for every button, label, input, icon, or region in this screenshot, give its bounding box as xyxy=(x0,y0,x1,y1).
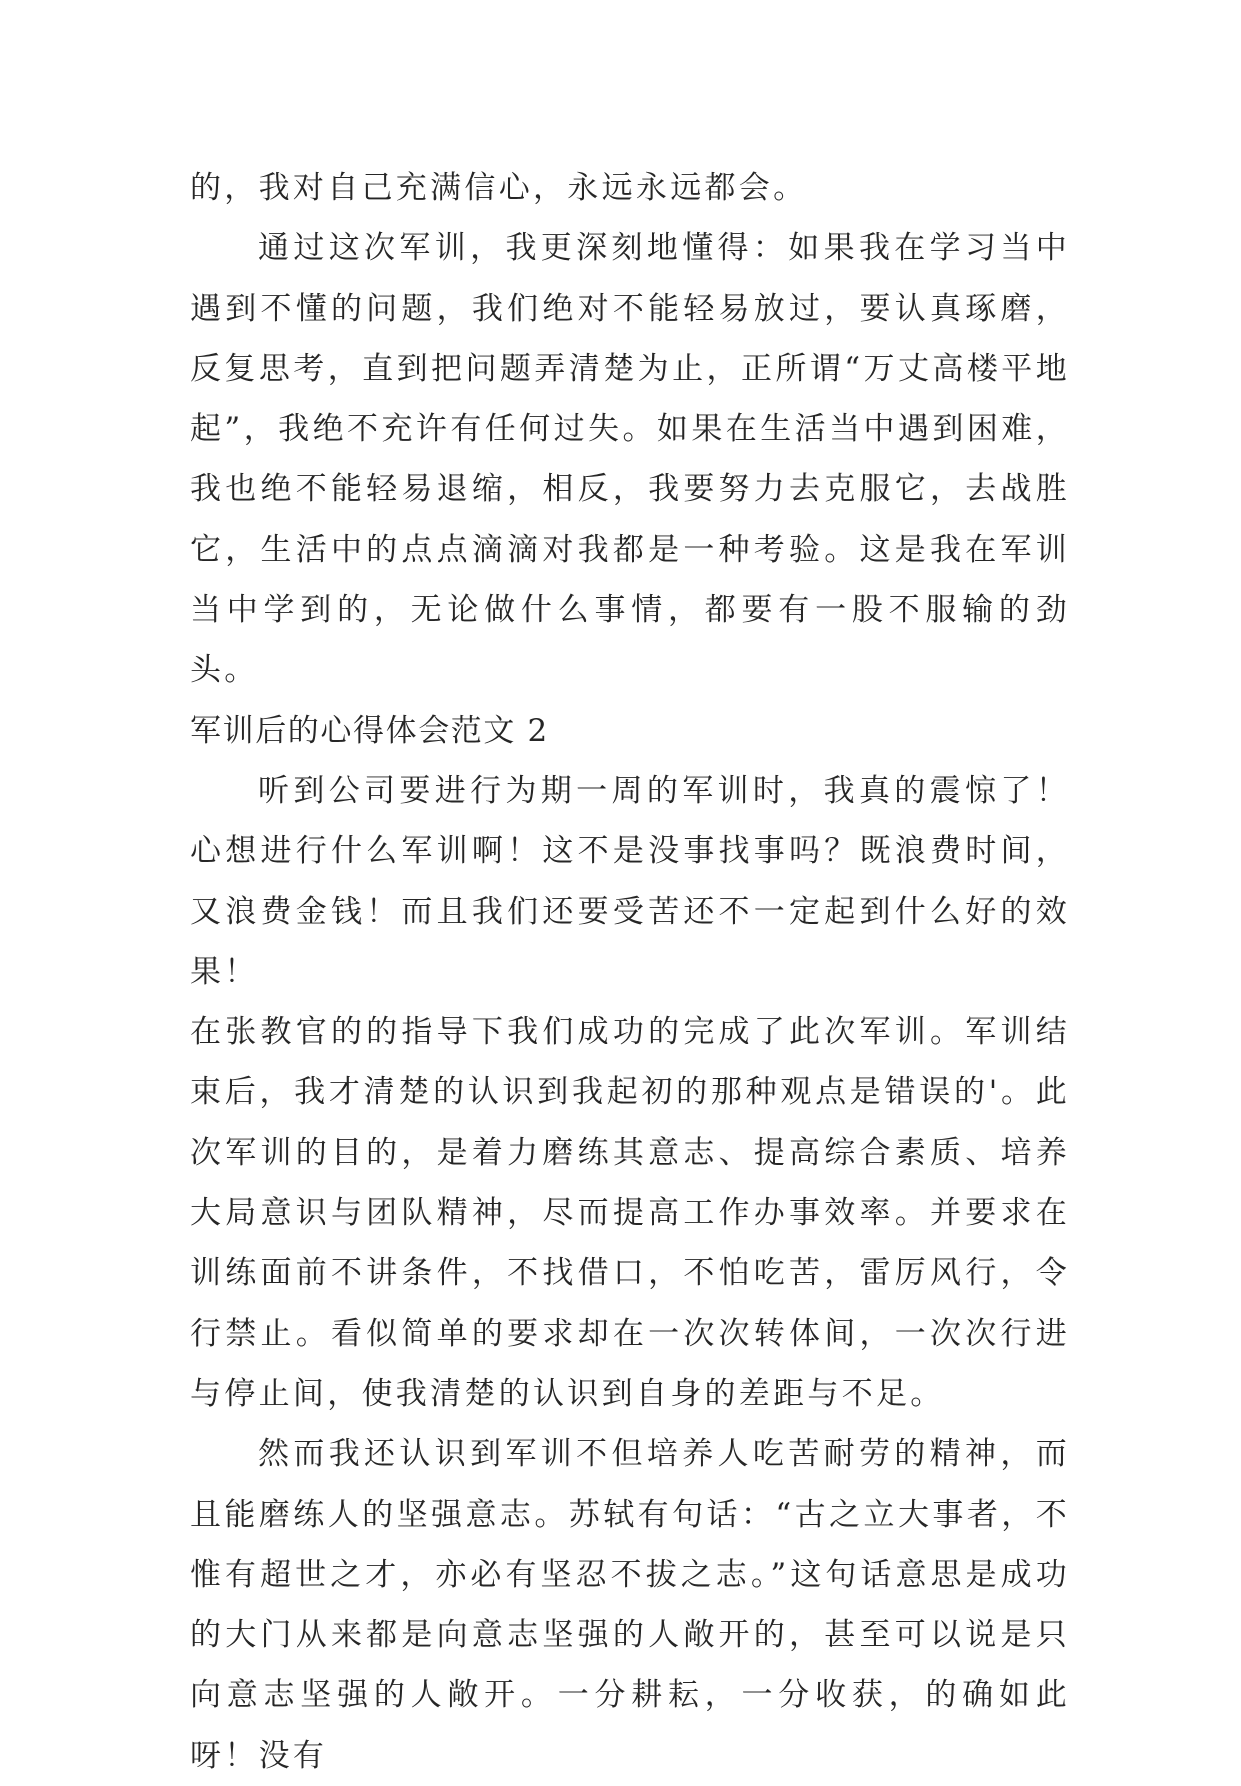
paragraph-training-completed: 在张教官的的指导下我们成功的完成了此次军训。军训结束后，我才清楚的认识到我起初的那种观点是错误的'。此次军训的目的，是着力磨练其意志、提高综合素质、培养大局意识与团队精神，尽而提高工作办事效率。并要求在训练面前不讲条件，不找借口，不怕吃苦，雷厉风行，令行禁止。看似简单的要求却在一次次转体间，一次次行进与停止间，使我清楚的认识到自身的差距与不足。 xyxy=(190,1014,1070,1412)
paragraph-continuation: 的，我对自己充满信心，永远永远都会。 xyxy=(190,170,808,206)
paragraph-company-training-intro: 听到公司要进行为期一周的军训时，我真的震惊了！心想进行什么军训啊！这不是没事找事吗？既浪费时间，又浪费金钱！而且我们还要受苦还不一定起到什么好的效果！ xyxy=(190,772,1070,990)
section-heading: 军训后的心得体会范文 2 xyxy=(190,712,549,749)
document-page xyxy=(190,158,1070,1786)
paragraph-strong-will: 然而我还认识到军训不但培养人吃苦耐劳的精神，而且能磨练人的坚强意志。苏轼有句话：“古之立大事者，不惟有超世之才，亦必有坚忍不拔之志。”这句话意思是成功的大门从来都是向意志坚强的人敞开的，甚至可以说是只向意志坚强的人敞开。一分耕耘，一分收获，的确如此呀！没有 xyxy=(190,1436,1070,1774)
paragraph-military-training-lesson: 通过这次军训，我更深刻地懂得：如果我在学习当中遇到不懂的问题，我们绝对不能轻易放过，要认真琢磨，反复思考，直到把问题弄清楚为止，正所谓“万丈高楼平地起”，我绝不充许有任何过失。如果在生活当中遇到困难，我也绝不能轻易退缩，相反，我要努力去克服它，去战胜它，生活中的点点滴滴对我都是一种考验。这是我在军训当中学到的，无论做什么事情，都要有一股不服输的劲头。 xyxy=(190,230,1070,689)
